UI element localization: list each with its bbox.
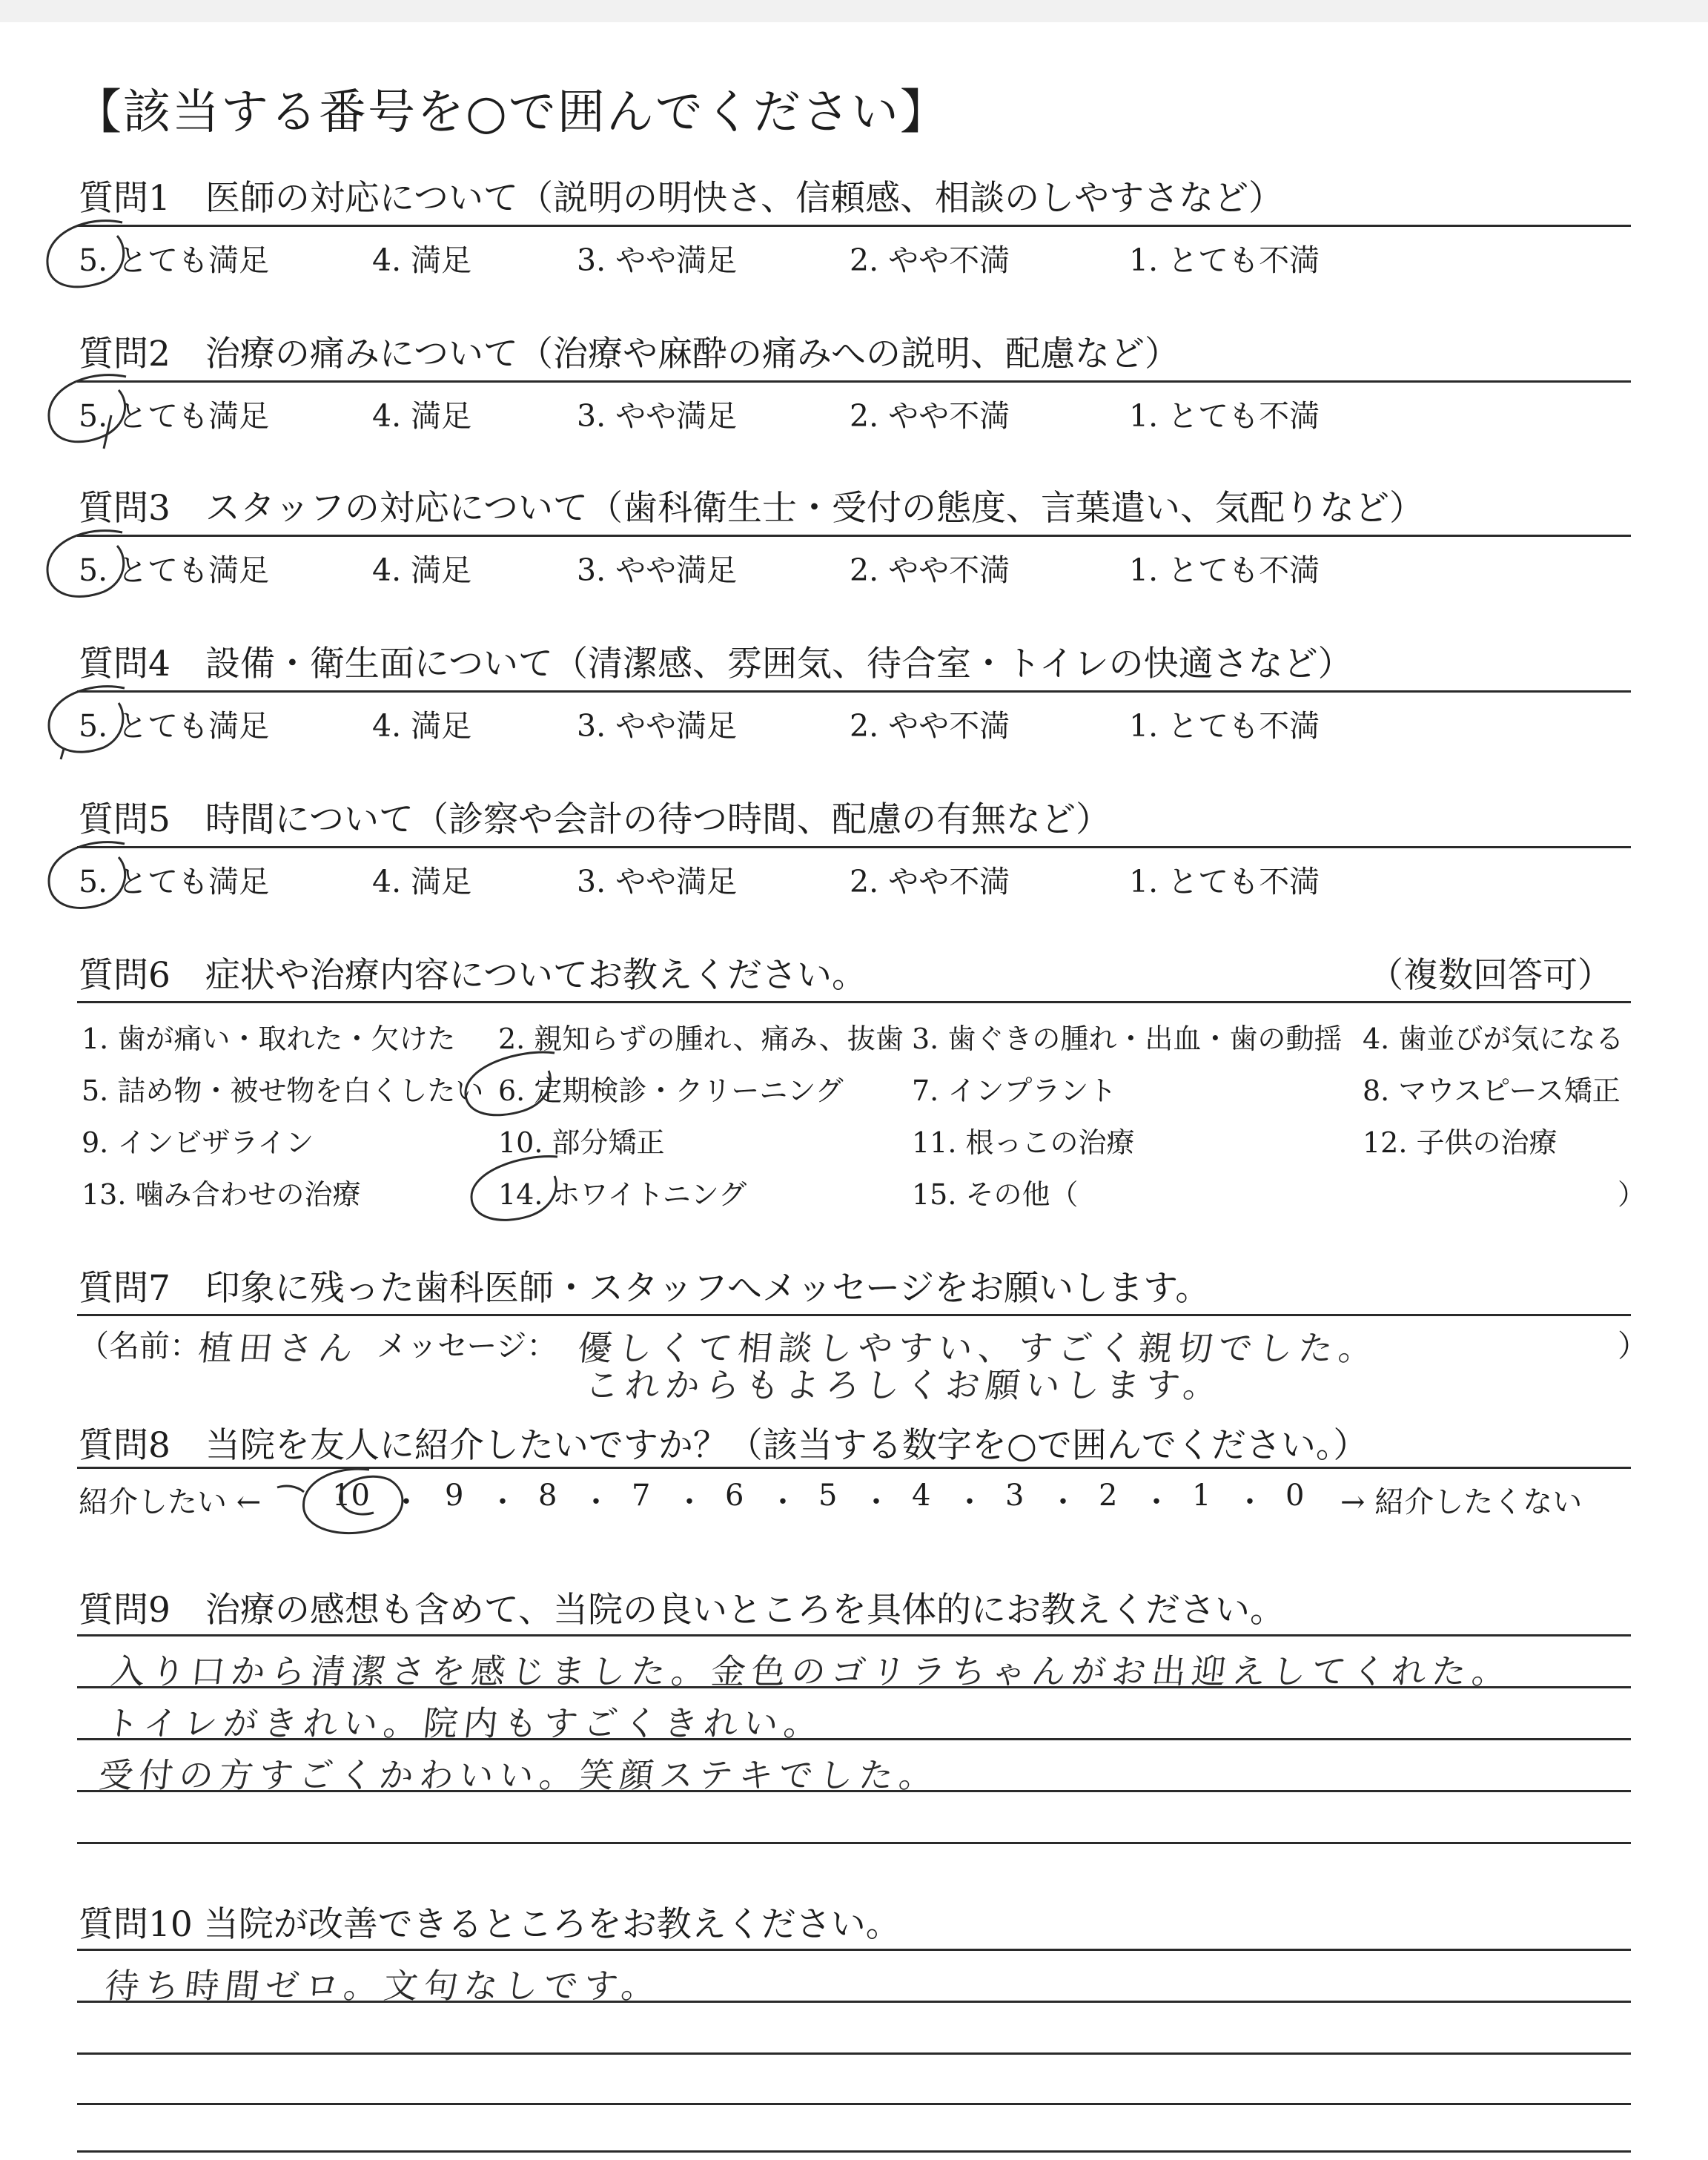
divider: [77, 1634, 1631, 1636]
q6-option-2[interactable]: 2. 親知らずの腫れ、痛み、抜歯: [498, 1023, 904, 1055]
divider: [77, 225, 1631, 227]
q1-option-2[interactable]: 2. やや不満: [850, 242, 1010, 278]
q4-option-3[interactable]: 3. やや満足: [577, 708, 738, 744]
q8-separator: ・: [768, 1485, 798, 1519]
q3-option-2[interactable]: 2. やや不満: [850, 552, 1010, 588]
divider: [77, 1467, 1631, 1469]
question-7-heading: 質問7 印象に残った歯科医師・スタッフへメッセージをお願いします。: [79, 1268, 1211, 1309]
divider: [77, 1314, 1631, 1316]
q7-message-label: メッセージ：: [377, 1328, 557, 1364]
q1-option-3[interactable]: 3. やや満足: [577, 242, 738, 278]
q7-name-value[interactable]: 植田さん: [196, 1328, 361, 1368]
q3-option-3[interactable]: 3. やや満足: [577, 552, 738, 588]
divider: [77, 380, 1631, 383]
q7-close-paren: ）: [1618, 1328, 1648, 1364]
q9-answer-line-1[interactable]: 入り口から清潔さを感じました。金色のゴリラちゃんがお出迎えしてくれた。: [108, 1651, 1515, 1691]
divider: [77, 1949, 1631, 1951]
divider: [77, 846, 1631, 848]
question-4-heading: 質問4 設備・衛生面について（清潔感、雰囲気、待合室・トイレの快適さなど）: [79, 644, 1353, 684]
q6-option-13[interactable]: 13. 噛み合わせの治療: [82, 1178, 361, 1211]
q5-option-3[interactable]: 3. やや満足: [577, 864, 738, 899]
q8-separator: ・: [675, 1485, 704, 1519]
q2-option-2[interactable]: 2. やや不満: [850, 398, 1010, 434]
answer-line: [77, 1790, 1631, 1792]
q6-option-11[interactable]: 11. 根っこの治療: [912, 1126, 1135, 1159]
q8-scale-6[interactable]: 6: [725, 1479, 744, 1513]
q8-scale-8[interactable]: 8: [538, 1479, 557, 1513]
q6-option-12[interactable]: 12. 子供の治療: [1363, 1126, 1558, 1159]
q8-separator: ・: [861, 1485, 891, 1519]
answer-line: [77, 1738, 1631, 1740]
divider: [77, 535, 1631, 537]
q8-separator: ・: [1235, 1485, 1265, 1519]
q6-option-3[interactable]: 3. 歯ぐきの腫れ・出血・歯の動揺: [912, 1023, 1343, 1055]
q8-right-label: → 紹介したくない: [1340, 1485, 1583, 1519]
q7-message-line-1[interactable]: 優しくて相談しやすい、すごく親切でした。: [575, 1328, 1381, 1368]
q6-option-5[interactable]: 5. 詰め物・被せ物を白くしたい: [82, 1074, 484, 1107]
divider: [77, 690, 1631, 693]
q7-message-line-2[interactable]: これからもよろしくお願いします。: [583, 1365, 1225, 1405]
q8-scale-5[interactable]: 5: [818, 1479, 838, 1513]
q8-separator: ・: [581, 1485, 611, 1519]
q5-option-2[interactable]: 2. やや不満: [850, 864, 1010, 899]
q2-option-3[interactable]: 3. やや満足: [577, 398, 738, 434]
question-5-heading: 質問5 時間について（診察や会計の待つ時間、配慮の有無など）: [79, 799, 1110, 840]
answer-line: [77, 2001, 1631, 2003]
q7-name-label: （名前：: [79, 1328, 200, 1364]
question-6-note: （複数回答可）: [1368, 955, 1612, 996]
question-3-heading: 質問3 スタッフの対応について（歯科衛生士・受付の態度、言葉遣い、気配りなど）: [79, 488, 1424, 529]
q4-option-2[interactable]: 2. やや不満: [850, 708, 1010, 744]
q6-option-8[interactable]: 8. マウスピース矯正: [1363, 1074, 1621, 1107]
question-9-heading: 質問9 治療の感想も含めて、当院の良いところを具体的にお教えください。: [79, 1590, 1285, 1631]
q4-option-5[interactable]: 5. とても満足: [79, 708, 270, 744]
q8-scale-10[interactable]: 10: [332, 1479, 370, 1513]
q1-option-4[interactable]: 4. 満足: [372, 242, 472, 278]
question-10-heading: 質問10 当院が改善できるところをお教えください。: [79, 1904, 901, 1945]
question-1-heading: 質問1 医師の対応について（説明の明快さ、信頼感、相談のしやすさなど）: [79, 178, 1284, 219]
q1-option-5[interactable]: 5. とても満足: [79, 242, 270, 278]
q2-option-5[interactable]: 5. とても満足: [79, 398, 270, 434]
q8-scale-4[interactable]: 4: [912, 1479, 931, 1513]
q6-option-9[interactable]: 9. インビザライン: [82, 1126, 314, 1159]
answer-line: [77, 2052, 1631, 2055]
form-title: 【該当する番号を○で囲んでください】: [74, 85, 949, 140]
q8-separator: ・: [391, 1485, 421, 1519]
q8-scale-3[interactable]: 3: [1005, 1479, 1025, 1513]
q8-scale-7[interactable]: 7: [632, 1479, 651, 1513]
q9-answer-line-3[interactable]: 受付の方すごくかわいい。笑顔ステキでした。: [96, 1755, 941, 1795]
q6-option-15[interactable]: 15. その他（: [912, 1178, 1079, 1211]
q2-option-1[interactable]: 1. とても不満: [1129, 398, 1320, 434]
q8-scale-9[interactable]: 9: [445, 1479, 464, 1513]
q8-separator: ・: [955, 1485, 984, 1519]
q3-option-4[interactable]: 4. 満足: [372, 552, 472, 588]
q6-option-14[interactable]: 14. ホワイトニング: [498, 1178, 747, 1211]
q4-option-1[interactable]: 1. とても不満: [1129, 708, 1320, 744]
q6-option-4[interactable]: 4. 歯並びが気になる: [1363, 1023, 1624, 1055]
q3-option-5[interactable]: 5. とても満足: [79, 552, 270, 588]
q10-answer-line-1[interactable]: 待ち時間ゼロ。文句なしです。: [102, 1966, 664, 2006]
scan-top-edge: [0, 0, 1708, 22]
q6-option-15-close: ）: [1618, 1178, 1646, 1211]
q6-option-1[interactable]: 1. 歯が痛い・取れた・欠けた: [82, 1023, 456, 1055]
q8-left-label: 紹介したい ←: [79, 1485, 262, 1519]
q1-option-1[interactable]: 1. とても不満: [1129, 242, 1320, 278]
q8-scale-1[interactable]: 1: [1192, 1479, 1211, 1513]
divider: [77, 1001, 1631, 1003]
q5-option-5[interactable]: 5. とても満足: [79, 864, 270, 899]
q8-separator: ・: [488, 1485, 517, 1519]
q5-option-1[interactable]: 1. とても不満: [1129, 864, 1320, 899]
question-2-heading: 質問2 治療の痛みについて（治療や麻酔の痛みへの説明、配慮など）: [79, 334, 1180, 374]
answer-line: [77, 1686, 1631, 1688]
q2-option-4[interactable]: 4. 満足: [372, 398, 472, 434]
q5-option-4[interactable]: 4. 満足: [372, 864, 472, 899]
question-8-heading: 質問8 当院を友人に紹介したいですか？（該当する数字を○で囲んでください。）: [79, 1425, 1368, 1466]
q8-separator: ・: [1142, 1485, 1171, 1519]
q9-answer-line-2[interactable]: トイレがきれい。院内もすごくきれい。: [102, 1703, 827, 1743]
question-6-heading: 質問6 症状や治療内容についてお教えください。: [79, 955, 867, 996]
q3-option-1[interactable]: 1. とても不満: [1129, 552, 1320, 588]
q6-option-6[interactable]: 6. 定期検診・クリーニング: [498, 1074, 844, 1107]
q8-separator: ・: [1048, 1485, 1078, 1519]
q6-option-10[interactable]: 10. 部分矯正: [498, 1126, 665, 1159]
answer-line: [77, 2150, 1631, 2153]
q4-option-4[interactable]: 4. 満足: [372, 708, 472, 744]
answer-line: [77, 1842, 1631, 1844]
q8-scale-2[interactable]: 2: [1099, 1479, 1118, 1513]
answer-line: [77, 2103, 1631, 2105]
q8-scale-0[interactable]: 0: [1285, 1479, 1305, 1513]
q6-option-7[interactable]: 7. インプラント: [912, 1074, 1117, 1107]
